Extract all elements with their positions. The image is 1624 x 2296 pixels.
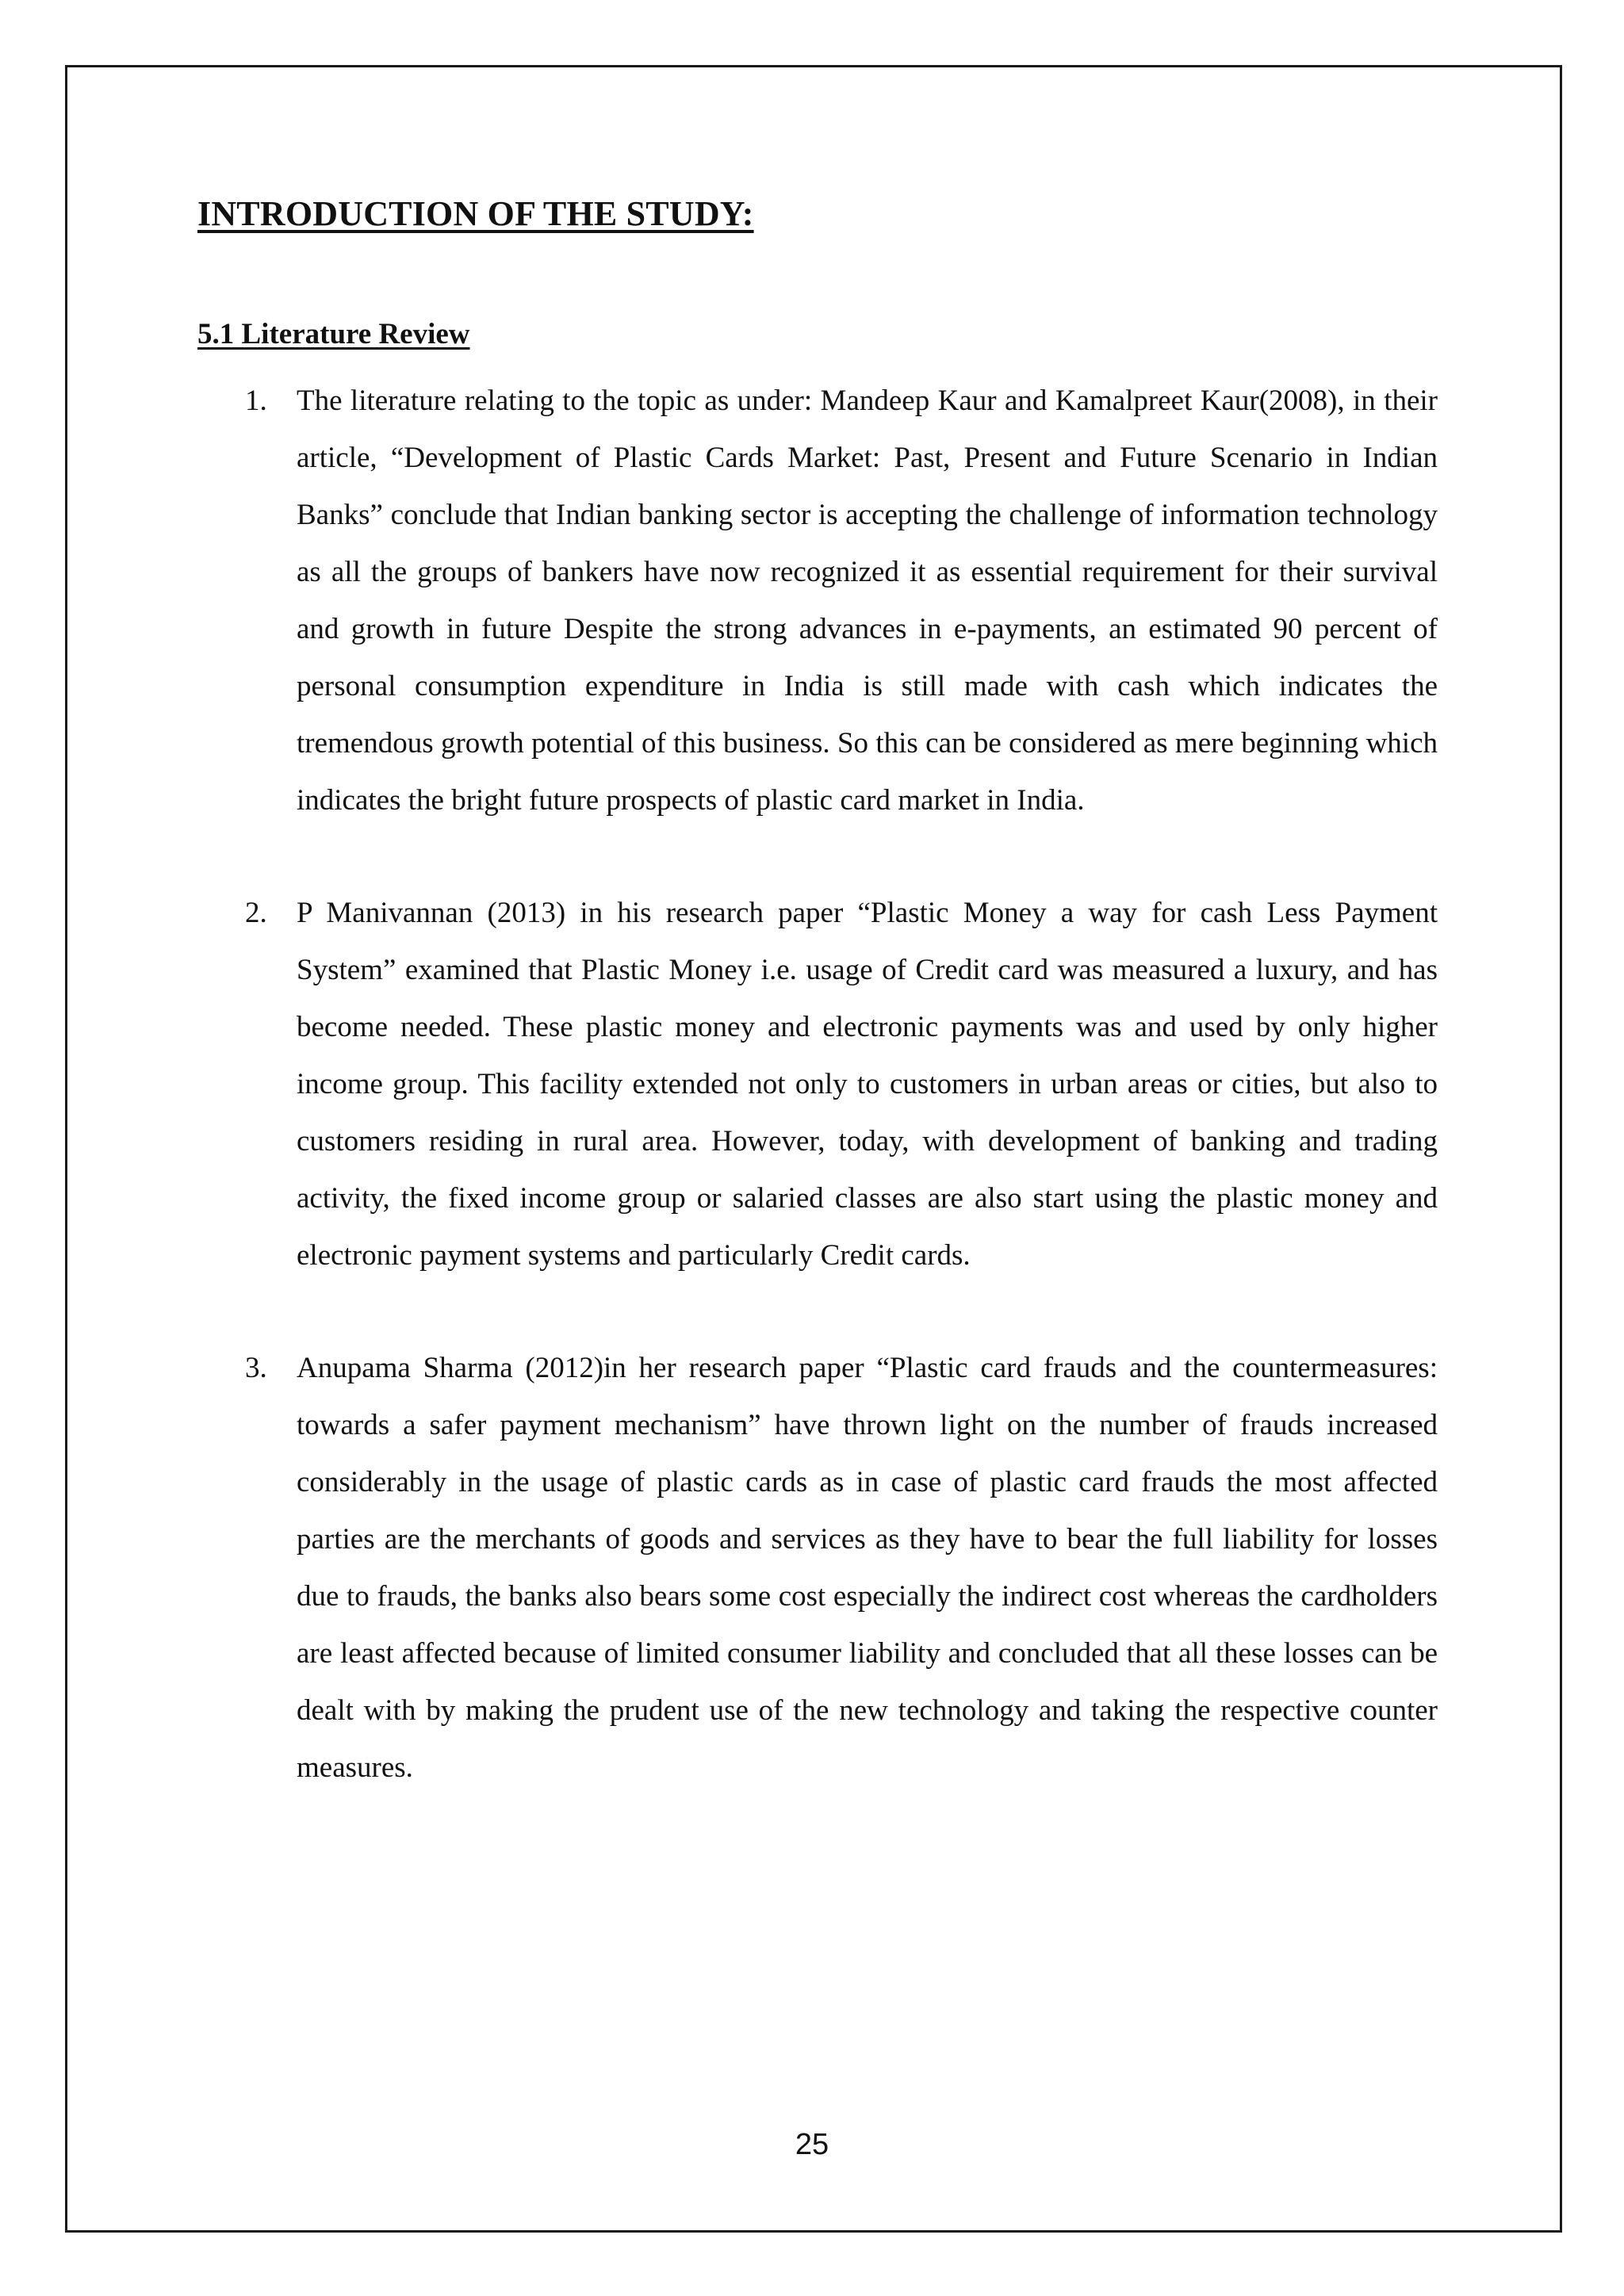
list-item-number: 1. bbox=[245, 385, 267, 417]
list-item-number: 2. bbox=[245, 897, 267, 929]
list-item bbox=[197, 373, 1438, 829]
list-item-text: The literature relating to the topic as under: Mandeep Kaur and Kamalpreet Kaur(2008), in their article, “Development of Plastic Cards Market: Past, Present and Future Scenario in Indian Banks” conclude that Indian banking sector is accepting the challenge of information technology as all the groups of bankers have now recognized it as essential requirement for their survival and growth in future Despite the strong advances in e-payments, an estimated 90 percent of personal consumption expenditure in India is still made with cash which indicates the tremendous growth potential of this business. So this can be considered as mere beginning which indicates the bright future prospects of plastic card market in India. bbox=[297, 385, 1438, 817]
page-content bbox=[197, 193, 1438, 1784]
list-item bbox=[197, 885, 1438, 1284]
list-item-number: 3. bbox=[245, 1352, 267, 1384]
list-item bbox=[197, 1340, 1438, 1797]
literature-review-list bbox=[197, 373, 1438, 1852]
page-number: 25 bbox=[795, 2128, 829, 2161]
section-heading: 5.1 Literature Review bbox=[197, 318, 470, 350]
list-item-text: Anupama Sharma (2012)in her research paper “Plastic card frauds and the countermeasures: towards a safer payment mechanism” have thrown light on the number of frauds increased considerably in the usage of plastic cards as in case of plastic card frauds the most affected parties are the merchants of goods and services as they have to bear the full liability for losses due to frauds, the banks also bears some cost especially the indirect cost whereas the cardholders are least affected because of limited consumer liability and concluded that all these losses can be dealt with by making the prudent use of the new technology and taking the respective counter measures. bbox=[297, 1352, 1438, 1784]
page-title: INTRODUCTION OF THE STUDY: bbox=[197, 194, 754, 233]
list-item-text: P Manivannan (2013) in his research paper “Plastic Money a way for cash Less Payment System” examined that Plastic Money i.e. usage of Credit card was measured a luxury, and has become needed. These plastic money and electronic payments was and used by only higher income group. This facility extended not only to customers in urban areas or cities, but also to customers residing in rural area. However, today, with development of banking and trading activity, the fixed income group or salaried classes are also start using the plastic money and electronic payment systems and particularly Credit cards. bbox=[297, 897, 1438, 1272]
